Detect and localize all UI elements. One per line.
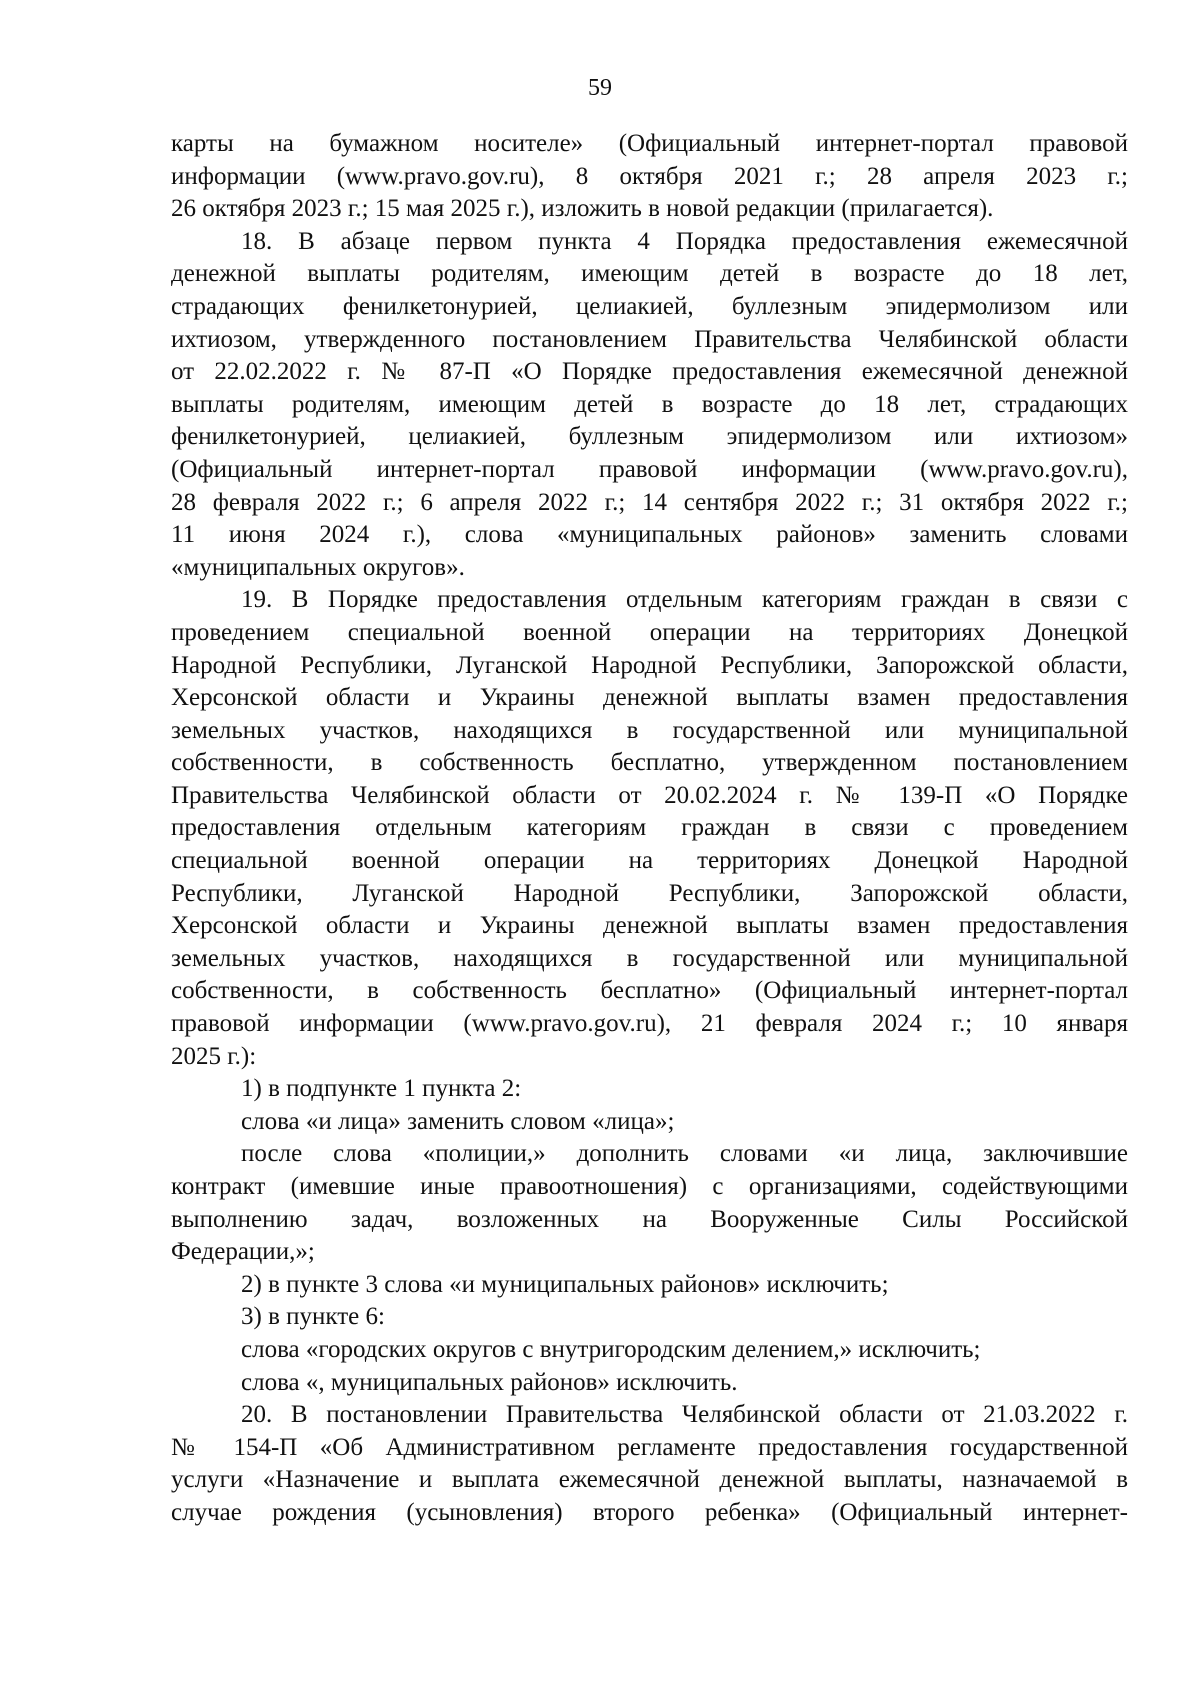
text-line: 11 июня 2024 г.), слова «муниципальных районов» заменить словами <box>171 521 1128 549</box>
text-line: собственности, в собственность бесплатно» (Официальный интернет-портал <box>171 977 1128 1005</box>
text-line: предоставления отдельным категориям граждан в связи с проведением <box>171 814 1128 842</box>
text-line: 3) в пункте 6: <box>241 1303 385 1331</box>
text-line: Федерации,»; <box>171 1238 315 1266</box>
text-line: 20. В постановлении Правительства Челябинской области от 21.03.2022 г. <box>241 1401 1128 1429</box>
text-line: 2) в пункте 3 слова «и муниципальных районов» исключить; <box>241 1270 889 1298</box>
text-line: земельных участков, находящихся в государственной или муниципальной <box>171 944 1128 972</box>
text-line: выплаты родителям, имеющим детей в возрасте до 18 лет, страдающих <box>171 390 1128 418</box>
text-line: Республики, Луганской Народной Республики, Запорожской области, <box>171 879 1128 907</box>
text-line: Херсонской области и Украины денежной выплаты взамен предоставления <box>171 684 1128 712</box>
text-line: услуги «Назначение и выплата ежемесячной денежной выплаты, назначаемой в <box>171 1466 1128 1494</box>
text-line: Правительства Челябинской области от 20.02.2024 г. № 139-П «О Порядке <box>171 781 1128 809</box>
text-line: слова «городских округов с внутригородским делением,» исключить; <box>241 1335 981 1363</box>
document-body <box>171 128 1128 1530</box>
text-line: правовой информации (www.pravo.gov.ru), 21 февраля 2024 г.; 10 января <box>171 1010 1128 1038</box>
text-line: 28 февраля 2022 г.; 6 апреля 2022 г.; 14 сентября 2022 г.; 31 октября 2022 г.; <box>171 488 1128 516</box>
text-line: земельных участков, находящихся в государственной или муниципальной <box>171 716 1128 744</box>
text-line: от 22.02.2022 г. № 87-П «О Порядке предоставления ежемесячной денежной <box>171 358 1128 386</box>
text-line: 19. В Порядке предоставления отдельным категориям граждан в связи с <box>241 586 1128 614</box>
text-line: контракт (имевшие иные правоотношения) с организациями, содействующими <box>171 1173 1128 1200</box>
text-line: карты на бумажном носителе» (Официальный интернет-портал правовой <box>171 130 1128 157</box>
text-line: специальной военной операции на территориях Донецкой Народной <box>171 847 1128 875</box>
text-line: страдающих фенилкетонурией, целиакией, буллезным эпидермолизом или <box>171 292 1128 320</box>
text-line: № 154-П «Об Административном регламенте предоставления государственной <box>171 1433 1128 1461</box>
text-line: 18. В абзаце первом пункта 4 Порядка предоставления ежемесячной <box>241 227 1128 255</box>
text-line: выполнению задач, возложенных на Вооруженные Силы Российской <box>171 1205 1128 1233</box>
text-line: Херсонской области и Украины денежной выплаты взамен предоставления <box>171 912 1128 940</box>
text-line: после слова «полиции,» дополнить словами «и лица, заключившие <box>241 1140 1128 1168</box>
text-line: ихтиозом, утвержденного постановлением Правительства Челябинской области <box>171 325 1128 353</box>
text-line: проведением специальной военной операции на территориях Донецкой <box>171 618 1128 646</box>
text-line: фенилкетонурией, целиакией, буллезным эпидермолизом или ихтиозом» <box>171 423 1128 451</box>
text-line: 26 октября 2023 г.; 15 мая 2025 г.), изложить в новой редакции (прилагается). <box>171 195 994 223</box>
text-line: Народной Республики, Луганской Народной Республики, Запорожской области, <box>171 651 1128 679</box>
text-line: 2025 г.): <box>171 1042 257 1070</box>
page-number: 59 <box>588 75 612 101</box>
text-line: собственности, в собственность бесплатно, утвержденном постановлением <box>171 749 1128 777</box>
text-line: (Официальный интернет-портал правовой информации (www.pravo.gov.ru), <box>171 455 1128 483</box>
text-line: информации (www.pravo.gov.ru), 8 октября 2021 г.; 28 апреля 2023 г.; <box>171 162 1128 190</box>
text-line: денежной выплаты родителям, имеющим детей в возрасте до 18 лет, <box>171 260 1128 288</box>
text-line: 1) в подпункте 1 пункта 2: <box>241 1075 522 1103</box>
text-line: слова «и лица» заменить словом «лица»; <box>241 1107 675 1135</box>
text-line: случае рождения (усыновления) второго ребенка» (Официальный интернет- <box>171 1498 1128 1526</box>
text-line: слова «, муниципальных районов» исключить. <box>241 1368 738 1396</box>
text-line: «муниципальных округов». <box>171 553 465 581</box>
